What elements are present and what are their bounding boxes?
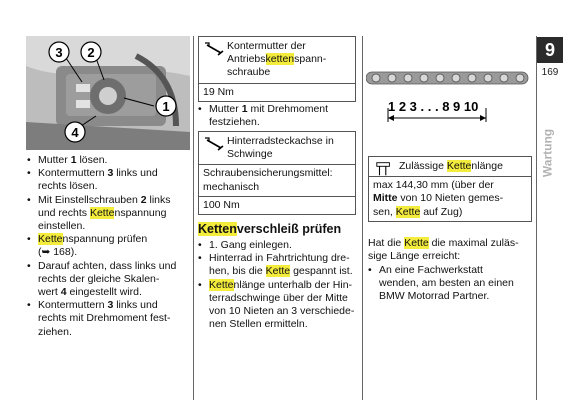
text-line bbox=[373, 206, 527, 219]
text-run: Hinterradsteckachse in bbox=[227, 135, 334, 147]
text-run: Schwinge bbox=[227, 148, 273, 161]
text-run: mit Drehmoment bbox=[247, 103, 329, 115]
text-run: hen, bis die bbox=[209, 265, 266, 278]
text-run: nlänge unterhalb der Hin- bbox=[233, 278, 353, 291]
svg-text:1: 1 bbox=[162, 99, 170, 114]
torque-spec-box-axle bbox=[198, 131, 356, 215]
text-run: links und bbox=[113, 299, 158, 312]
thread-locker-row: Schraubensicherungsmittel: mechanisch bbox=[199, 164, 355, 195]
list-item bbox=[198, 292, 360, 305]
text-run: Zulässige bbox=[399, 160, 447, 172]
text-line bbox=[227, 66, 351, 79]
text-run: spann- bbox=[294, 53, 327, 66]
section-side-label: Wartung bbox=[540, 128, 555, 178]
list-item bbox=[368, 290, 534, 303]
list-item bbox=[27, 180, 191, 193]
text-run: auf Zug) bbox=[420, 205, 463, 218]
callout-4 bbox=[65, 122, 85, 142]
search-highlight: Kette bbox=[265, 265, 291, 278]
workshop-advice bbox=[368, 264, 534, 304]
list-item bbox=[198, 279, 360, 292]
list-item bbox=[198, 305, 360, 318]
adjustment-steps bbox=[27, 154, 191, 339]
bold-ref: 4 bbox=[60, 286, 67, 299]
svg-text:3: 3 bbox=[55, 45, 63, 60]
chapter-number: 9 bbox=[537, 37, 563, 63]
list-item bbox=[27, 286, 191, 299]
section-heading bbox=[198, 222, 358, 237]
text-run: Kontermuttern bbox=[38, 167, 108, 180]
chain-length-spec-box bbox=[368, 156, 532, 222]
max-length-intro bbox=[368, 237, 534, 263]
text-run: nspannung bbox=[114, 206, 167, 219]
bold-ref: 1 bbox=[70, 154, 77, 166]
chain-illustration bbox=[366, 62, 530, 132]
list-item bbox=[27, 246, 191, 259]
bold-ref: 1 bbox=[241, 103, 248, 115]
text-line bbox=[368, 237, 534, 250]
search-highlight: Kette bbox=[89, 206, 115, 219]
text-run: von 10 Nieten an 3 verschiede- bbox=[209, 305, 355, 318]
list-item bbox=[27, 233, 191, 246]
text-run: festziehen. bbox=[209, 116, 260, 129]
caliper-icon bbox=[375, 161, 393, 177]
list-item bbox=[27, 154, 191, 167]
spec-heading bbox=[369, 157, 531, 176]
callout-1 bbox=[156, 96, 176, 116]
text-run: rechts der gleiche Skalen- bbox=[38, 272, 160, 285]
search-highlight: Kette bbox=[404, 237, 429, 249]
bold-ref: 3 bbox=[107, 299, 114, 312]
text-run: Mutter bbox=[38, 154, 71, 166]
text-run: sen, bbox=[373, 205, 396, 218]
text-run: An eine Fachwerkstatt bbox=[379, 264, 483, 276]
text-run: ziehen. bbox=[38, 325, 72, 338]
text-run: lösen. bbox=[76, 154, 108, 166]
torque-value: 100 Nm bbox=[199, 196, 355, 214]
text-line bbox=[227, 135, 351, 148]
text-run: wenden, am besten an einen bbox=[379, 277, 514, 290]
wrench-icon bbox=[204, 137, 224, 151]
text-run: 1. Gang einlegen. bbox=[209, 239, 292, 251]
text-run: gespannt ist. bbox=[290, 265, 353, 278]
text-run: sige Länge erreicht: bbox=[368, 250, 461, 263]
list-item bbox=[27, 220, 191, 233]
text-run: Kontermuttern bbox=[38, 299, 108, 312]
text-run: verschleiß prüfen bbox=[236, 222, 342, 236]
wrench-icon bbox=[204, 42, 224, 56]
list-item bbox=[198, 239, 360, 252]
text-run: rechts mit Drehmoment fest- bbox=[38, 312, 171, 325]
list-item bbox=[198, 252, 360, 265]
callout-3 bbox=[49, 42, 69, 62]
text-run: (➥ 168). bbox=[38, 246, 78, 259]
text-run: terradschwinge über der Mitte bbox=[209, 291, 348, 304]
page-number: 169 bbox=[541, 67, 559, 78]
spec-heading bbox=[199, 132, 355, 164]
search-highlight: Kette bbox=[395, 205, 421, 218]
text-run: Antriebs bbox=[227, 53, 266, 66]
text-run: Hat die bbox=[368, 237, 405, 249]
svg-text:4: 4 bbox=[71, 125, 79, 140]
column-divider bbox=[193, 36, 194, 400]
search-highlight: Kette bbox=[209, 278, 234, 291]
list-item bbox=[198, 318, 360, 331]
bold-ref: 3 bbox=[107, 167, 114, 180]
text-run: von 10 Nieten gemes- bbox=[397, 192, 504, 205]
bold-ref: 2 bbox=[140, 193, 147, 206]
text-run: nen Stellen ermitteln. bbox=[209, 318, 308, 331]
spec-heading bbox=[199, 37, 355, 83]
column-divider bbox=[536, 36, 537, 400]
text-run: nlänge bbox=[471, 160, 503, 172]
text-line bbox=[227, 53, 351, 66]
text-line bbox=[373, 179, 527, 192]
text-run: links bbox=[146, 193, 171, 206]
text-run: die maximal zuläs- bbox=[428, 237, 519, 249]
text-line bbox=[368, 250, 534, 263]
text-run: Kontermutter der bbox=[227, 40, 306, 52]
chain-length-value bbox=[369, 176, 531, 221]
list-item bbox=[27, 167, 191, 180]
text-run: nspannung prüfen bbox=[62, 233, 148, 246]
list-item bbox=[27, 312, 191, 325]
search-highlight: Kette bbox=[446, 160, 472, 172]
text-run: Mit Einstellschrauben bbox=[38, 193, 141, 206]
search-highlight: Kette bbox=[38, 233, 63, 246]
bold-ref: Mitte bbox=[373, 192, 398, 205]
text-run: eingestellt wird. bbox=[66, 286, 142, 299]
list-item bbox=[27, 273, 191, 286]
list-item bbox=[368, 264, 534, 277]
list-item bbox=[27, 207, 191, 220]
text-run: schraube bbox=[227, 66, 271, 79]
list-item bbox=[27, 194, 191, 207]
text-line bbox=[373, 192, 527, 205]
search-highlight: ketten bbox=[265, 53, 295, 66]
chain-adjuster-photo bbox=[26, 36, 190, 150]
text-run: Hinterrad in Fahrtrichtung dre- bbox=[209, 252, 350, 265]
list-item bbox=[368, 277, 534, 290]
search-highlight: Ketten bbox=[198, 222, 237, 236]
text-run: wert bbox=[38, 286, 61, 299]
text-run: BMW Motorrad Partner. bbox=[379, 290, 490, 303]
text-line bbox=[227, 148, 351, 161]
column-divider bbox=[362, 36, 363, 400]
torque-spec-box-locknut bbox=[198, 36, 356, 102]
wear-check-steps bbox=[198, 239, 360, 331]
text-run: und rechts bbox=[38, 206, 90, 219]
text-run: links und bbox=[113, 167, 158, 180]
text-run: max 144,30 mm (über der bbox=[373, 179, 494, 192]
rivet-numbers: 1 2 3 . . . 8 9 10 bbox=[388, 99, 479, 114]
svg-text:2: 2 bbox=[87, 45, 95, 60]
text-run: Mutter bbox=[209, 103, 242, 115]
text-run: einstellen. bbox=[38, 220, 86, 233]
chapter-tab bbox=[537, 36, 563, 86]
text-line bbox=[227, 40, 351, 53]
tighten-note bbox=[198, 103, 358, 129]
text-run: Darauf achten, dass links und bbox=[38, 259, 177, 272]
list-item bbox=[198, 116, 358, 129]
list-item bbox=[198, 103, 358, 116]
text-run: rechts lösen. bbox=[38, 180, 98, 193]
list-item bbox=[27, 326, 191, 339]
list-item bbox=[198, 265, 360, 278]
torque-value: 19 Nm bbox=[199, 83, 355, 101]
callout-2 bbox=[81, 42, 101, 62]
list-item bbox=[27, 299, 191, 312]
list-item bbox=[27, 260, 191, 273]
